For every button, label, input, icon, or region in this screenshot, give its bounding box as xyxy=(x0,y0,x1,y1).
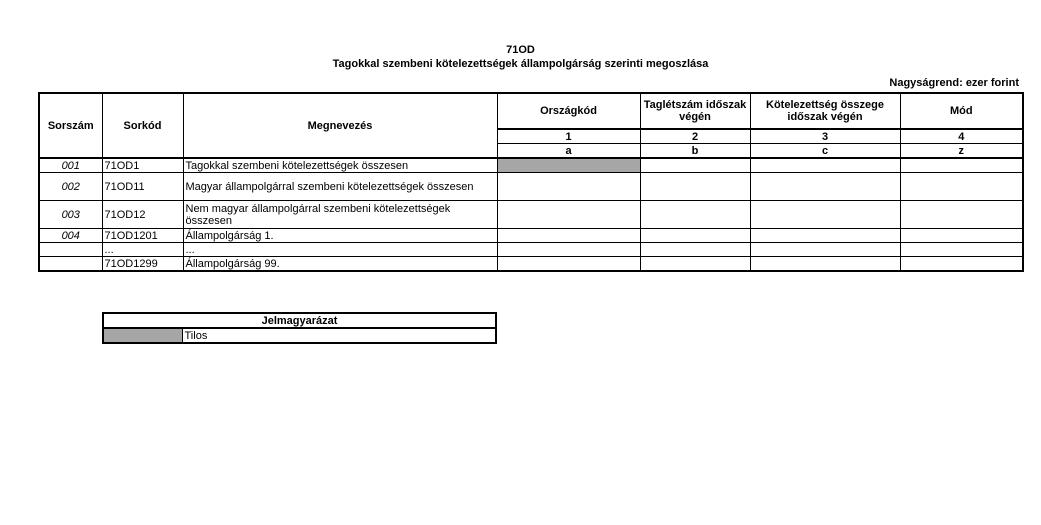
input-cell[interactable] xyxy=(497,173,640,201)
col-num-1: 1 xyxy=(497,129,640,144)
row-megnevezes: Tagokkal szembeni kötelezettségek összesen xyxy=(183,158,497,173)
row-megnevezes: Állampolgárság 1. xyxy=(183,229,497,243)
table-row xyxy=(39,229,1023,243)
header-orszagkod: Országkód xyxy=(497,93,640,129)
col-num-3: 3 xyxy=(750,129,900,144)
legend-swatch xyxy=(103,328,182,343)
row-sorkod: 71OD1 xyxy=(102,158,183,173)
row-sorszam xyxy=(39,257,102,272)
input-cell[interactable] xyxy=(640,201,750,229)
row-sorkod: 71OD1299 xyxy=(102,257,183,272)
input-cell[interactable] xyxy=(750,201,900,229)
table-row xyxy=(39,201,1023,229)
input-cell[interactable] xyxy=(497,257,640,272)
row-sorszam: 001 xyxy=(39,158,102,173)
input-cell[interactable] xyxy=(900,229,1023,243)
input-cell[interactable] xyxy=(750,173,900,201)
input-cell[interactable] xyxy=(900,257,1023,272)
row-sorszam: 003 xyxy=(39,201,102,229)
input-cell[interactable] xyxy=(900,158,1023,173)
col-letter-c: c xyxy=(750,144,900,159)
row-sorkod: 71OD12 xyxy=(102,201,183,229)
row-megnevezes: ... xyxy=(183,243,497,257)
header-sorkod: Sorkód xyxy=(102,93,183,158)
input-cell[interactable] xyxy=(640,243,750,257)
unit-label: Nagyságrend: ezer forint xyxy=(889,77,1019,89)
row-megnevezes: Magyar állampolgárral szembeni kötelezettségek összesen xyxy=(183,173,497,201)
input-cell[interactable] xyxy=(640,229,750,243)
input-cell[interactable] xyxy=(497,201,640,229)
row-megnevezes: Nem magyar állampolgárral szembeni kötelezettségek összesen xyxy=(183,201,497,229)
row-sorkod: ... xyxy=(102,243,183,257)
row-sorszam xyxy=(39,243,102,257)
row-sorkod: 71OD11 xyxy=(102,173,183,201)
header-taglétszam: Taglétszám időszak végén xyxy=(640,93,750,129)
input-cell[interactable] xyxy=(640,173,750,201)
col-num-2: 2 xyxy=(640,129,750,144)
table-row xyxy=(39,158,1023,173)
input-cell[interactable] xyxy=(750,229,900,243)
table-row xyxy=(39,243,1023,257)
input-cell[interactable] xyxy=(750,243,900,257)
col-letter-a: a xyxy=(497,144,640,159)
header-megnevezes: Megnevezés xyxy=(183,93,497,158)
cell-forbidden xyxy=(497,158,640,173)
row-sorszam: 004 xyxy=(39,229,102,243)
input-cell[interactable] xyxy=(750,158,900,173)
header-kotelezettseg: Kötelezettség összege időszak végén xyxy=(750,93,900,129)
row-sorszam: 002 xyxy=(39,173,102,201)
input-cell[interactable] xyxy=(750,257,900,272)
header-sorszam: Sorszám xyxy=(39,93,102,158)
data-table xyxy=(38,92,1024,272)
form-title: Tagokkal szembeni kötelezettségek állampolgárság szerinti megoszlása xyxy=(332,58,709,70)
form-code: 71OD xyxy=(506,44,535,56)
legend-label: Tilos xyxy=(182,328,496,343)
input-cell[interactable] xyxy=(497,229,640,243)
legend-table xyxy=(102,312,497,344)
input-cell[interactable] xyxy=(497,243,640,257)
col-letter-z: z xyxy=(900,144,1023,159)
input-cell[interactable] xyxy=(640,158,750,173)
table-row xyxy=(39,257,1023,272)
input-cell[interactable] xyxy=(900,173,1023,201)
input-cell[interactable] xyxy=(640,257,750,272)
legend-title: Jelmagyarázat xyxy=(103,313,496,328)
row-sorkod: 71OD1201 xyxy=(102,229,183,243)
col-letter-b: b xyxy=(640,144,750,159)
table-row xyxy=(39,173,1023,201)
col-num-4: 4 xyxy=(900,129,1023,144)
row-megnevezes: Állampolgárság 99. xyxy=(183,257,497,272)
header-mod: Mód xyxy=(900,93,1023,129)
input-cell[interactable] xyxy=(900,201,1023,229)
input-cell[interactable] xyxy=(900,243,1023,257)
